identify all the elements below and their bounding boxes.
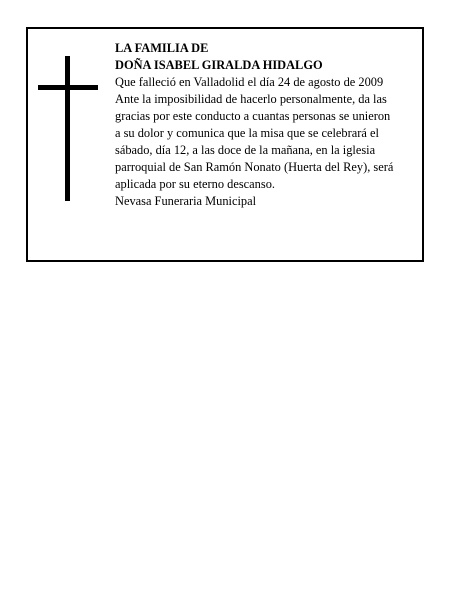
- body-line: parroquial de San Ramón Nonato (Huerta del Rey), será: [115, 160, 394, 174]
- notice-text: [115, 40, 425, 210]
- heading-deceased-name: DOÑA ISABEL GIRALDA HIDALGO: [115, 58, 323, 72]
- signature: Nevasa Funeraria Municipal: [115, 194, 257, 208]
- obituary-notice: [26, 27, 424, 262]
- cross-vertical-bar: [65, 56, 70, 201]
- body-line: sábado, día 12, a las doce de la mañana, en la iglesia: [115, 143, 376, 157]
- cross-horizontal-bar: [38, 85, 98, 90]
- body-line: Que falleció en Valladolid el día 24 de agosto de 2009: [115, 75, 384, 89]
- body-line: aplicada por su eterno descanso.: [115, 177, 275, 191]
- body-line: gracias por este conducto a cuantas personas se unieron: [115, 109, 391, 123]
- body-line: a su dolor y comunica que la misa que se celebrará el: [115, 126, 379, 140]
- heading-family: LA FAMILIA DE: [115, 41, 209, 55]
- body-line: Ante la imposibilidad de hacerlo personalmente, da las: [115, 92, 387, 106]
- latin-cross-icon: [38, 56, 98, 201]
